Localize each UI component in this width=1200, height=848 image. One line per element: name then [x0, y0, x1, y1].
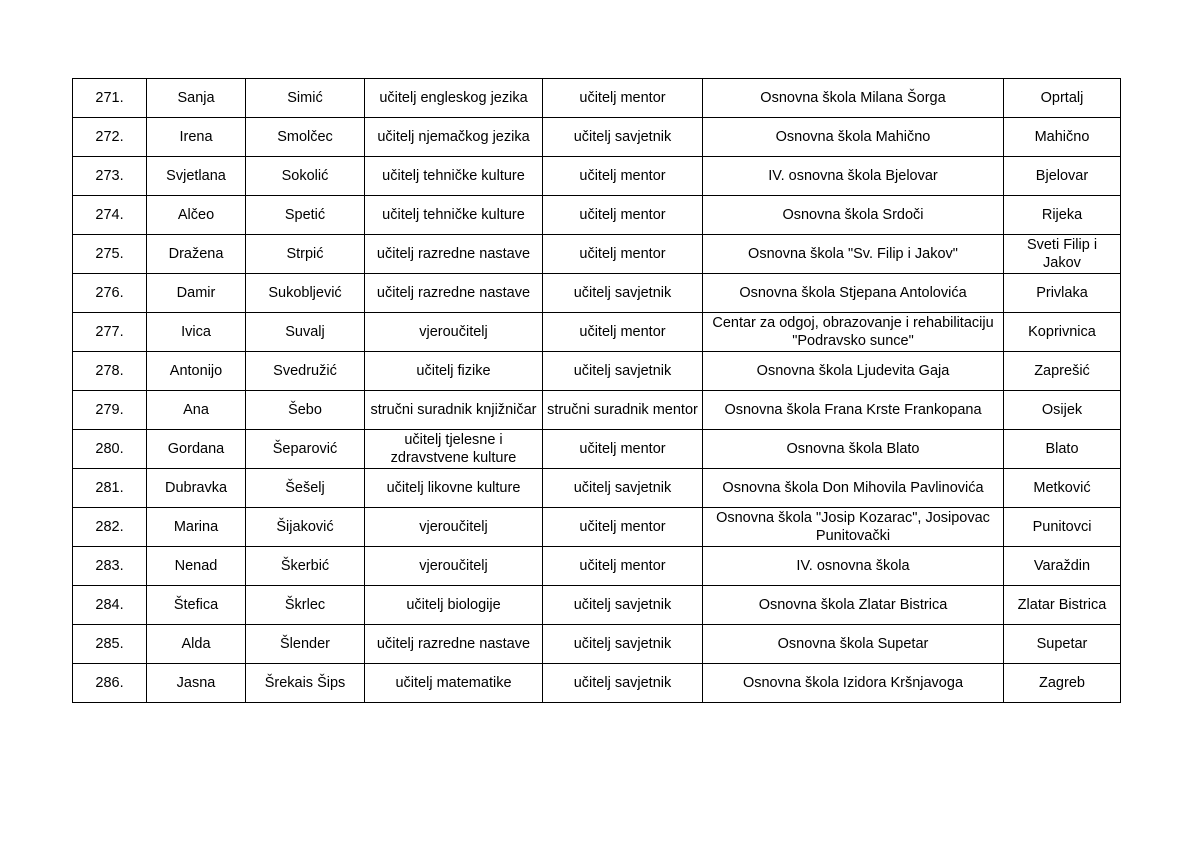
- city-cell: Privlaka: [1004, 274, 1121, 313]
- city-cell: Punitovci: [1004, 508, 1121, 547]
- school-cell: Osnovna škola Don Mihovila Pavlinovića: [703, 469, 1004, 508]
- title-cell: stručni suradnik mentor: [543, 391, 703, 430]
- last-name-cell: Smolčec: [246, 118, 365, 157]
- row-number-cell: 272.: [73, 118, 147, 157]
- first-name-cell: Jasna: [147, 664, 246, 703]
- title-cell: učitelj mentor: [543, 79, 703, 118]
- row-number-cell: 279.: [73, 391, 147, 430]
- title-cell: učitelj mentor: [543, 313, 703, 352]
- table-row: [73, 469, 1121, 508]
- table-row: [73, 508, 1121, 547]
- last-name-cell: Simić: [246, 79, 365, 118]
- title-cell: učitelj savjetnik: [543, 664, 703, 703]
- subject-cell: vjeroučitelj: [365, 313, 543, 352]
- city-cell: Mahično: [1004, 118, 1121, 157]
- first-name-cell: Damir: [147, 274, 246, 313]
- title-cell: učitelj mentor: [543, 547, 703, 586]
- subject-cell: učitelj njemačkog jezika: [365, 118, 543, 157]
- school-cell: Osnovna škola Milana Šorga: [703, 79, 1004, 118]
- last-name-cell: Svedružić: [246, 352, 365, 391]
- subject-cell: učitelj fizike: [365, 352, 543, 391]
- school-cell: Osnovna škola Srdoči: [703, 196, 1004, 235]
- first-name-cell: Alda: [147, 625, 246, 664]
- row-number-cell: 280.: [73, 430, 147, 469]
- row-number-cell: 277.: [73, 313, 147, 352]
- school-cell: Osnovna škola Mahično: [703, 118, 1004, 157]
- first-name-cell: Nenad: [147, 547, 246, 586]
- school-cell: Osnovna škola "Sv. Filip i Jakov": [703, 235, 1004, 274]
- subject-cell: učitelj tjelesne i zdravstvene kulture: [365, 430, 543, 469]
- row-number-cell: 281.: [73, 469, 147, 508]
- first-name-cell: Dubravka: [147, 469, 246, 508]
- table-row: [73, 196, 1121, 235]
- first-name-cell: Irena: [147, 118, 246, 157]
- school-cell: Centar za odgoj, obrazovanje i rehabilitaciju "Podravsko sunce": [703, 313, 1004, 352]
- last-name-cell: Šrekais Šips: [246, 664, 365, 703]
- table-row: [73, 430, 1121, 469]
- first-name-cell: Alčeo: [147, 196, 246, 235]
- school-cell: Osnovna škola Stjepana Antolovića: [703, 274, 1004, 313]
- title-cell: učitelj savjetnik: [543, 274, 703, 313]
- last-name-cell: Šlender: [246, 625, 365, 664]
- table-row: [73, 352, 1121, 391]
- title-cell: učitelj savjetnik: [543, 625, 703, 664]
- subject-cell: vjeroučitelj: [365, 547, 543, 586]
- city-cell: Varaždin: [1004, 547, 1121, 586]
- title-cell: učitelj mentor: [543, 508, 703, 547]
- table-row: [73, 664, 1121, 703]
- table-row: [73, 625, 1121, 664]
- subject-cell: učitelj likovne kulture: [365, 469, 543, 508]
- row-number-cell: 275.: [73, 235, 147, 274]
- row-number-cell: 283.: [73, 547, 147, 586]
- table-row: [73, 79, 1121, 118]
- city-cell: Supetar: [1004, 625, 1121, 664]
- last-name-cell: Suvalj: [246, 313, 365, 352]
- last-name-cell: Sokolić: [246, 157, 365, 196]
- last-name-cell: Škerbić: [246, 547, 365, 586]
- table-row: [73, 118, 1121, 157]
- school-cell: Osnovna škola Izidora Kršnjavoga: [703, 664, 1004, 703]
- last-name-cell: Šebo: [246, 391, 365, 430]
- first-name-cell: Dražena: [147, 235, 246, 274]
- row-number-cell: 284.: [73, 586, 147, 625]
- last-name-cell: Šešelj: [246, 469, 365, 508]
- first-name-cell: Marina: [147, 508, 246, 547]
- subject-cell: učitelj tehničke kulture: [365, 157, 543, 196]
- city-cell: Rijeka: [1004, 196, 1121, 235]
- last-name-cell: Spetić: [246, 196, 365, 235]
- subject-cell: vjeroučitelj: [365, 508, 543, 547]
- title-cell: učitelj mentor: [543, 157, 703, 196]
- first-name-cell: Antonijo: [147, 352, 246, 391]
- row-number-cell: 271.: [73, 79, 147, 118]
- table-row: [73, 586, 1121, 625]
- mentors-table: [72, 78, 1121, 703]
- school-cell: Osnovna škola Ljudevita Gaja: [703, 352, 1004, 391]
- subject-cell: učitelj razredne nastave: [365, 625, 543, 664]
- city-cell: Zagreb: [1004, 664, 1121, 703]
- subject-cell: učitelj engleskog jezika: [365, 79, 543, 118]
- row-number-cell: 285.: [73, 625, 147, 664]
- row-number-cell: 276.: [73, 274, 147, 313]
- title-cell: učitelj savjetnik: [543, 118, 703, 157]
- city-cell: Sveti Filip i Jakov: [1004, 235, 1121, 274]
- first-name-cell: Sanja: [147, 79, 246, 118]
- table-row: [73, 235, 1121, 274]
- city-cell: Koprivnica: [1004, 313, 1121, 352]
- row-number-cell: 278.: [73, 352, 147, 391]
- city-cell: Metković: [1004, 469, 1121, 508]
- subject-cell: stručni suradnik knjižničar: [365, 391, 543, 430]
- school-cell: IV. osnovna škola: [703, 547, 1004, 586]
- school-cell: IV. osnovna škola Bjelovar: [703, 157, 1004, 196]
- subject-cell: učitelj razredne nastave: [365, 235, 543, 274]
- city-cell: Blato: [1004, 430, 1121, 469]
- school-cell: Osnovna škola Supetar: [703, 625, 1004, 664]
- last-name-cell: Šijaković: [246, 508, 365, 547]
- city-cell: Bjelovar: [1004, 157, 1121, 196]
- row-number-cell: 282.: [73, 508, 147, 547]
- subject-cell: učitelj razredne nastave: [365, 274, 543, 313]
- title-cell: učitelj savjetnik: [543, 352, 703, 391]
- table-row: [73, 157, 1121, 196]
- table-row: [73, 313, 1121, 352]
- subject-cell: učitelj biologije: [365, 586, 543, 625]
- school-cell: Osnovna škola "Josip Kozarac", Josipovac Punitovački: [703, 508, 1004, 547]
- city-cell: Oprtalj: [1004, 79, 1121, 118]
- first-name-cell: Štefica: [147, 586, 246, 625]
- subject-cell: učitelj matematike: [365, 664, 543, 703]
- title-cell: učitelj mentor: [543, 235, 703, 274]
- table-row: [73, 391, 1121, 430]
- city-cell: Zlatar Bistrica: [1004, 586, 1121, 625]
- title-cell: učitelj savjetnik: [543, 586, 703, 625]
- row-number-cell: 286.: [73, 664, 147, 703]
- subject-cell: učitelj tehničke kulture: [365, 196, 543, 235]
- last-name-cell: Škrlec: [246, 586, 365, 625]
- first-name-cell: Svjetlana: [147, 157, 246, 196]
- last-name-cell: Šeparović: [246, 430, 365, 469]
- row-number-cell: 274.: [73, 196, 147, 235]
- first-name-cell: Ivica: [147, 313, 246, 352]
- row-number-cell: 273.: [73, 157, 147, 196]
- last-name-cell: Sukobljević: [246, 274, 365, 313]
- title-cell: učitelj mentor: [543, 430, 703, 469]
- first-name-cell: Gordana: [147, 430, 246, 469]
- school-cell: Osnovna škola Zlatar Bistrica: [703, 586, 1004, 625]
- school-cell: Osnovna škola Blato: [703, 430, 1004, 469]
- last-name-cell: Strpić: [246, 235, 365, 274]
- title-cell: učitelj savjetnik: [543, 469, 703, 508]
- city-cell: Osijek: [1004, 391, 1121, 430]
- table-row: [73, 547, 1121, 586]
- first-name-cell: Ana: [147, 391, 246, 430]
- city-cell: Zaprešić: [1004, 352, 1121, 391]
- table-row: [73, 274, 1121, 313]
- title-cell: učitelj mentor: [543, 196, 703, 235]
- school-cell: Osnovna škola Frana Krste Frankopana: [703, 391, 1004, 430]
